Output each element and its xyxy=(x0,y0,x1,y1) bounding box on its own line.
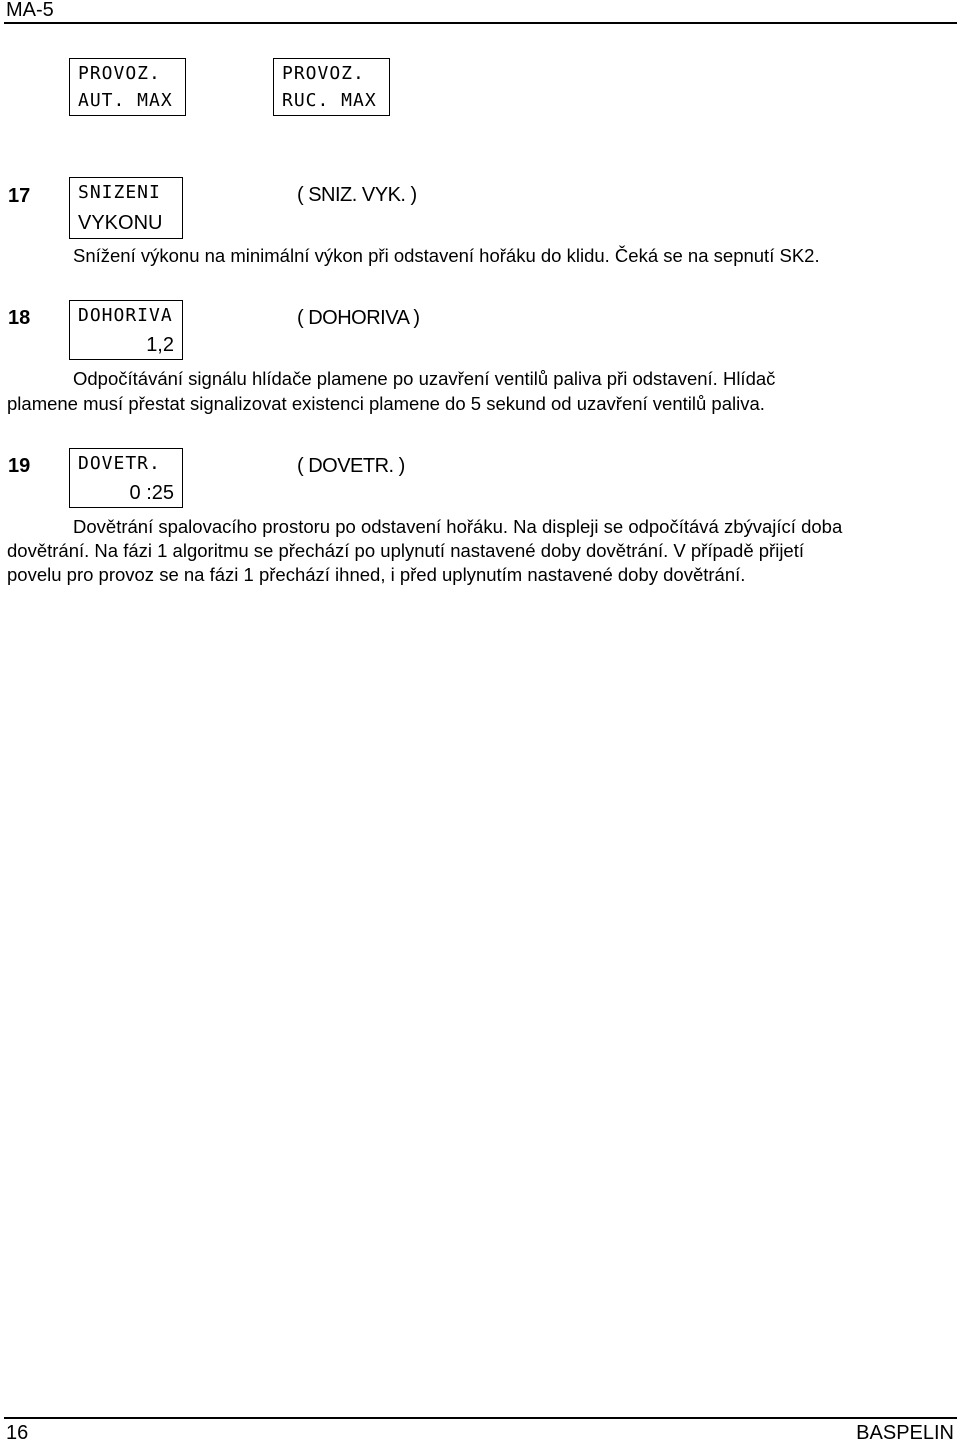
step-display xyxy=(69,300,183,360)
display-line-2: AUT. MAX xyxy=(78,90,173,111)
display-line-1: SNIZENI xyxy=(78,182,161,203)
step-description-line: Snížení výkonu na minimální výkon při odstavení hořáku do klidu. Čeká se na sepnutí SK2. xyxy=(73,245,820,266)
step-description-line: plamene musí přestat signalizovat existenci plamene do 5 sekund od uzavření ventilů paliva. xyxy=(7,393,765,414)
step-number: 18 xyxy=(8,307,31,329)
step-description-line: dovětrání. Na fázi 1 algoritmu se přechází po uplynutí nastavené doby dovětrání. V případě přijetí xyxy=(7,540,804,561)
display-line-2: 1,2 xyxy=(146,334,174,356)
step-display xyxy=(69,177,183,239)
step-display xyxy=(69,448,183,508)
display-line-1: PROVOZ. xyxy=(78,63,161,84)
step-code: ( DOHORIVA ) xyxy=(297,307,420,329)
step-code: ( SNIZ. VYK. ) xyxy=(297,184,417,206)
display-line-1: DOHORIVA xyxy=(78,305,173,326)
footer-divider xyxy=(4,1417,957,1419)
footer-brand: BASPELIN xyxy=(856,1422,954,1444)
step-code: ( DOVETR. ) xyxy=(297,455,405,477)
display-example-auto-max xyxy=(69,58,186,116)
header-divider xyxy=(4,22,957,24)
display-example-manual-max xyxy=(273,58,390,116)
step-description-line: povelu pro provoz se na fázi 1 přechází ihned, i před uplynutím nastavené doby dovětrání. xyxy=(7,564,746,585)
display-line-2: VYKONU xyxy=(78,212,163,234)
display-line-2: 0 :25 xyxy=(129,482,174,504)
step-number: 19 xyxy=(8,455,31,477)
display-line-1: DOVETR. xyxy=(78,453,161,474)
display-line-2: RUC. MAX xyxy=(282,90,377,111)
step-description-line: Odpočítávání signálu hlídače plamene po uzavření ventilů paliva při odstavení. Hlídač xyxy=(73,368,776,389)
page-header-title: MA-5 xyxy=(6,0,54,21)
step-number: 17 xyxy=(8,185,31,207)
display-line-1: PROVOZ. xyxy=(282,63,365,84)
step-description-line: Dovětrání spalovacího prostoru po odstavení hořáku. Na displeji se odpočítává zbývající doba xyxy=(73,516,843,537)
page-number: 16 xyxy=(6,1422,29,1444)
